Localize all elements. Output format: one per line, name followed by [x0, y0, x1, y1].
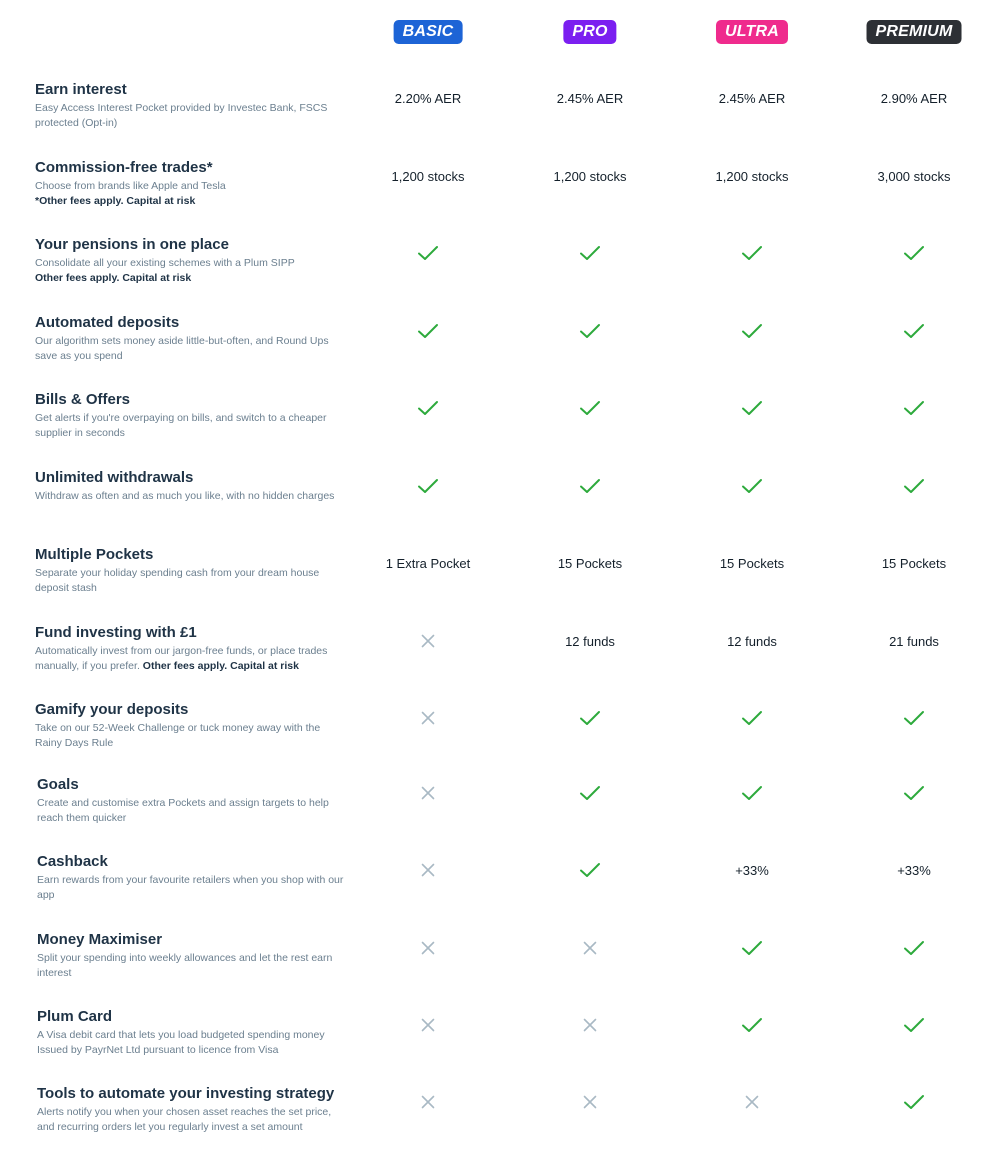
feature-description — [35, 101, 345, 131]
cross-icon — [353, 701, 503, 735]
feature-row — [0, 546, 1000, 616]
feature-info — [35, 469, 345, 504]
feature-description-text: Choose from brands like Apple and Tesla — [35, 180, 226, 192]
feature-info — [35, 314, 345, 364]
feature-description — [35, 256, 345, 286]
check-icon — [839, 1085, 989, 1119]
feature-title: Plum Card — [37, 1008, 113, 1025]
feature-description — [35, 411, 345, 441]
plan-value: 1,200 stocks — [391, 168, 465, 184]
feature-row — [0, 701, 1000, 771]
feature-title: Fund investing with £1 — [35, 624, 197, 641]
check-icon — [677, 701, 827, 735]
feature-row — [0, 391, 1000, 461]
check-icon — [515, 469, 665, 503]
feature-info — [35, 701, 345, 751]
feature-description — [35, 721, 345, 751]
check-icon — [677, 236, 827, 270]
feature-description — [35, 566, 345, 596]
check-icon — [677, 776, 827, 810]
check-icon — [677, 931, 827, 965]
check-icon — [839, 469, 989, 503]
feature-disclaimer: Other fees apply. Capital at risk — [35, 272, 192, 284]
cross-icon — [515, 1085, 665, 1119]
check-icon — [353, 469, 503, 503]
cross-icon — [353, 1085, 503, 1119]
check-icon — [515, 776, 665, 810]
plan-header — [0, 20, 1000, 46]
check-icon — [839, 701, 989, 735]
plan-value: 12 funds — [727, 633, 777, 649]
feature-description-text: Easy Access Interest Pocket provided by Investec Bank, FSCS protected (Opt-in) — [35, 102, 328, 129]
plan-value: 12 funds — [565, 633, 615, 649]
check-icon — [515, 314, 665, 348]
feature-disclaimer: *Other fees apply. Capital at risk — [35, 195, 196, 207]
feature-row — [0, 81, 1000, 151]
feature-info — [35, 81, 345, 131]
feature-title: Tools to automate your investing strategy — [37, 1085, 335, 1102]
check-icon — [515, 853, 665, 887]
feature-title: Earn interest — [35, 81, 127, 98]
plan-value: 2.45% AER — [556, 90, 624, 106]
feature-disclaimer: Other fees apply. Capital at risk — [142, 660, 299, 672]
check-icon — [353, 236, 503, 270]
feature-description — [37, 1105, 347, 1135]
feature-description — [37, 1028, 347, 1058]
plan-value: 15 Pockets — [719, 555, 785, 571]
cross-icon — [353, 1008, 503, 1042]
plan-badge-ultra: ULTRA — [716, 20, 788, 44]
feature-info — [37, 853, 347, 903]
feature-description-text: Alerts notify you when your chosen asset reaches the set price, and recurring orders let you regularly invest a set amount — [37, 1106, 332, 1133]
plan-badge-premium: PREMIUM — [867, 20, 962, 44]
feature-description-text: Withdraw as often and as much you like, with no hidden charges — [35, 490, 335, 502]
feature-description — [37, 873, 347, 903]
check-icon — [353, 391, 503, 425]
plan-value: +33% — [735, 862, 769, 878]
feature-title: Automated deposits — [35, 314, 180, 331]
feature-description-text: Separate your holiday spending cash from your dream house deposit stash — [35, 567, 320, 594]
feature-description-text: Our algorithm sets money aside little-but-often, and Round Ups save as you spend — [35, 335, 329, 362]
feature-info — [37, 1008, 347, 1058]
feature-info — [35, 236, 345, 286]
feature-title: Bills & Offers — [35, 391, 131, 408]
plan-value: 2.90% AER — [880, 90, 948, 106]
plan-badge-pro: PRO — [563, 20, 616, 44]
check-icon — [677, 314, 827, 348]
plan-value: 15 Pockets — [557, 555, 623, 571]
feature-description-text: Get alerts if you're overpaying on bills, and switch to a cheaper supplier in seconds — [35, 412, 327, 439]
feature-row — [0, 776, 1000, 846]
feature-row — [0, 1085, 1000, 1155]
cross-icon — [515, 931, 665, 965]
feature-description-text: Split your spending into weekly allowances and let the rest earn interest — [37, 952, 333, 979]
cross-icon — [677, 1085, 827, 1119]
feature-title: Commission-free trades* — [35, 159, 213, 176]
check-icon — [839, 931, 989, 965]
feature-description — [37, 951, 347, 981]
feature-description-text: Automatically invest from our jargon-free funds, or place trades manually, if you prefer. — [35, 645, 328, 672]
feature-row — [0, 314, 1000, 384]
check-icon — [515, 236, 665, 270]
feature-info — [37, 1085, 347, 1135]
feature-row — [0, 159, 1000, 229]
feature-row — [0, 236, 1000, 306]
feature-title: Your pensions in one place — [35, 236, 229, 253]
cross-icon — [353, 931, 503, 965]
check-icon — [677, 391, 827, 425]
check-icon — [677, 1008, 827, 1042]
feature-title: Multiple Pockets — [35, 546, 154, 563]
cross-icon — [515, 1008, 665, 1042]
feature-title: Cashback — [37, 853, 108, 870]
plan-value: 1 Extra Pocket — [385, 555, 471, 571]
feature-row — [0, 853, 1000, 923]
feature-info — [37, 931, 347, 981]
cross-icon — [353, 624, 503, 658]
plan-value: 1,200 stocks — [553, 168, 627, 184]
feature-description — [35, 489, 345, 504]
feature-description — [37, 796, 347, 826]
feature-info — [37, 776, 347, 826]
plan-value: 1,200 stocks — [715, 168, 789, 184]
feature-description-text: A Visa debit card that lets you load budgeted spending money Issued by PayrNet Ltd pursuant to licence from Visa — [37, 1029, 325, 1056]
feature-row — [0, 469, 1000, 539]
feature-title: Money Maximiser — [37, 931, 163, 948]
feature-description — [35, 179, 345, 209]
cross-icon — [353, 776, 503, 810]
feature-info — [35, 159, 345, 209]
check-icon — [353, 314, 503, 348]
feature-description — [35, 644, 345, 674]
feature-title: Unlimited withdrawals — [35, 469, 194, 486]
feature-description-text: Earn rewards from your favourite retailers when you shop with our app — [37, 874, 344, 901]
feature-row — [0, 1008, 1000, 1078]
check-icon — [839, 236, 989, 270]
cross-icon — [353, 853, 503, 887]
check-icon — [515, 391, 665, 425]
feature-description-text: Create and customise extra Pockets and assign targets to help reach them quicker — [37, 797, 329, 824]
feature-description-text: Take on our 52-Week Challenge or tuck money away with the Rainy Days Rule — [35, 722, 321, 749]
feature-info — [35, 391, 345, 441]
plan-value: 3,000 stocks — [877, 168, 951, 184]
plan-value: +33% — [897, 862, 931, 878]
plan-badge-basic: BASIC — [394, 20, 463, 44]
check-icon — [839, 776, 989, 810]
feature-row — [0, 931, 1000, 1001]
plan-value: 2.20% AER — [394, 90, 462, 106]
feature-description — [35, 334, 345, 364]
check-icon — [515, 701, 665, 735]
plan-value: 15 Pockets — [881, 555, 947, 571]
plan-value: 2.45% AER — [718, 90, 786, 106]
feature-row — [0, 624, 1000, 694]
feature-description-text: Consolidate all your existing schemes with a Plum SIPP — [35, 257, 295, 269]
plan-value: 21 funds — [889, 633, 939, 649]
check-icon — [839, 1008, 989, 1042]
check-icon — [839, 391, 989, 425]
feature-title: Gamify your deposits — [35, 701, 189, 718]
feature-info — [35, 624, 345, 674]
check-icon — [839, 314, 989, 348]
feature-title: Goals — [37, 776, 79, 793]
check-icon — [677, 469, 827, 503]
feature-info — [35, 546, 345, 596]
